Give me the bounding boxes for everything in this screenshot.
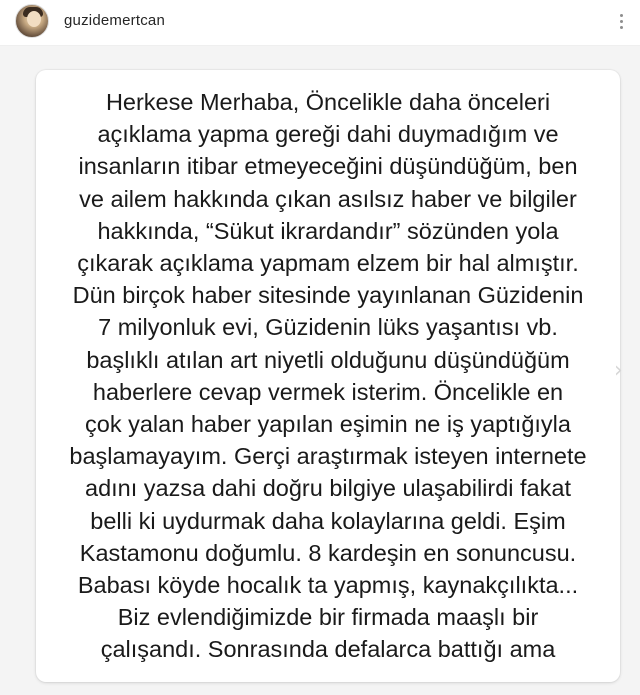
post-image[interactable] bbox=[0, 46, 640, 695]
text-line: haberlere cevap vermek isterim. Öncelikle en bbox=[92, 378, 564, 405]
text-line: çok yalan haber yapılan eşimin ne iş yaptığıyla bbox=[85, 411, 571, 438]
text-line: ve ailem hakkında çıkan asılsız haber ve bilgiler bbox=[79, 185, 577, 212]
chevron-right-icon[interactable]: › bbox=[614, 358, 623, 383]
text-line: insanların itibar etmeyeceğini düşündüğüm, ben bbox=[78, 153, 578, 180]
more-dot bbox=[620, 26, 623, 29]
text-line: belli ki uydurmak daha kolaylarına geldi. Eşim bbox=[90, 507, 566, 534]
text-line: çıkarak açıklama yapmam elzem bir hal almıştır. bbox=[77, 250, 579, 277]
text-line: adını yazsa dahi doğru bilgiye ulaşabilirdi fakat bbox=[85, 475, 571, 502]
text-line: çalışandı. Sonrasında defalarca battığı ama bbox=[100, 636, 556, 663]
more-options-icon[interactable] bbox=[616, 8, 626, 34]
text-line: Babası köyde hocalık ta yapmış, kaynakçılıkta... bbox=[77, 572, 579, 599]
more-dot bbox=[620, 14, 623, 17]
text-line: başlıklı atılan art niyetli olduğunu düşündüğüm bbox=[86, 346, 570, 373]
post-text bbox=[36, 86, 620, 666]
text-line: başlamayayım. Gerçi araştırmak isteyen internete bbox=[69, 443, 587, 470]
avatar[interactable] bbox=[15, 4, 49, 38]
text-card bbox=[36, 70, 620, 682]
text-line: Dün birçok haber sitesinde yayınlanan Güzidenin bbox=[72, 282, 584, 309]
text-line: Kastamonu doğumlu. 8 kardeşin en sonuncusu. bbox=[79, 539, 577, 566]
text-line: Biz evlendiğimizde bir firmada maaşlı bir bbox=[117, 604, 539, 631]
text-line: açıklama yapma gereği dahi duymadığım ve bbox=[97, 121, 559, 148]
text-line: hakkında, “Sükut ikrardandır” sözünden yola bbox=[97, 217, 559, 244]
username-link[interactable]: guzidemertcan bbox=[64, 12, 165, 29]
avatar-face bbox=[27, 11, 41, 27]
more-dot bbox=[620, 20, 623, 23]
text-line: Herkese Merhaba, Öncelikle daha önceleri bbox=[105, 89, 551, 115]
post-header bbox=[0, 0, 640, 46]
text-line: 7 milyonluk evi, Güzidenin lüks yaşantısı vb. bbox=[98, 314, 558, 341]
